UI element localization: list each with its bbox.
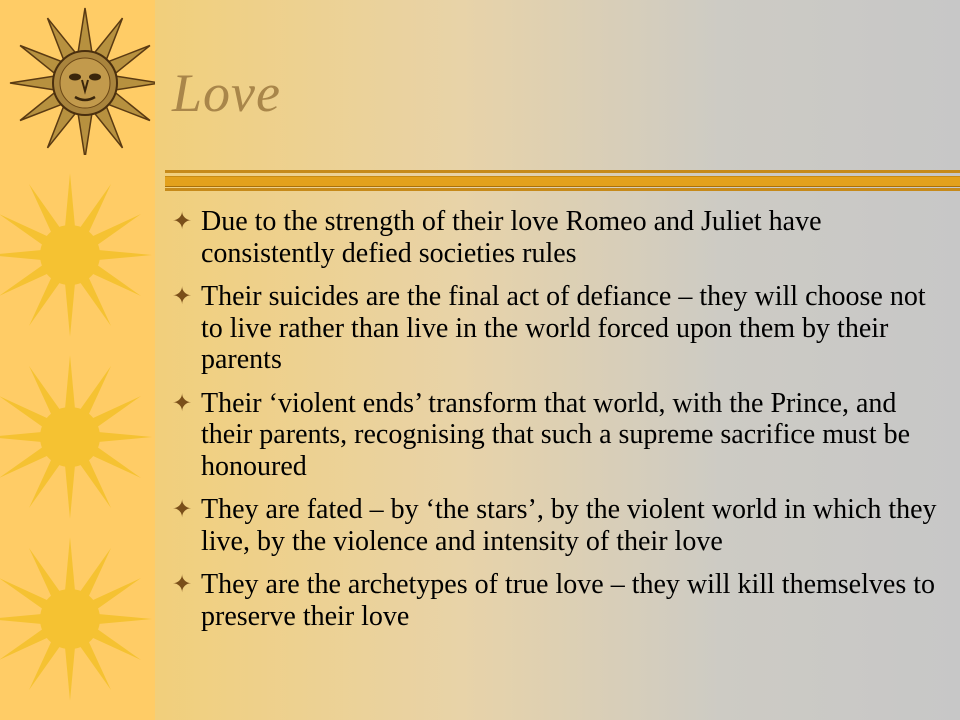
star-bullet-icon: ✦ <box>172 570 193 598</box>
sun-decoration-icon <box>0 170 155 340</box>
sun-face-icon <box>5 5 155 155</box>
star-bullet-icon: ✦ <box>172 495 193 523</box>
bullet-item <box>172 494 942 557</box>
slide-title: Love <box>172 63 281 123</box>
star-bullet-icon: ✦ <box>172 207 193 235</box>
title-divider <box>165 170 960 192</box>
bullet-item <box>172 206 942 269</box>
star-bullet-icon: ✦ <box>172 388 193 417</box>
bullet-text: They are fated – by ‘the stars’, by the violent world in which they live, by the violence and intensity of their love <box>201 494 937 557</box>
bullet-text: They are the archetypes of true love – they will kill themselves to preserve their love <box>201 569 935 632</box>
sun-decoration-icon <box>0 352 155 522</box>
sun-decoration-icon <box>0 534 155 704</box>
bullet-text: Their ‘violent ends’ transform that world, with the Prince, and their parents, recognising that such a supreme sacrifice must be honoured <box>201 387 911 482</box>
star-bullet-icon: ✦ <box>172 282 193 310</box>
bullet-text: Due to the strength of their love Romeo and Juliet have consistently defied societies rules <box>201 206 822 269</box>
bullet-text: Their suicides are the final act of defiance – they will choose not to live rather than live in the world forced upon them by their parents <box>201 281 926 375</box>
bullet-item <box>172 569 942 632</box>
bullet-item <box>172 281 942 376</box>
bullet-item <box>172 388 942 483</box>
bullet-list <box>172 206 942 644</box>
